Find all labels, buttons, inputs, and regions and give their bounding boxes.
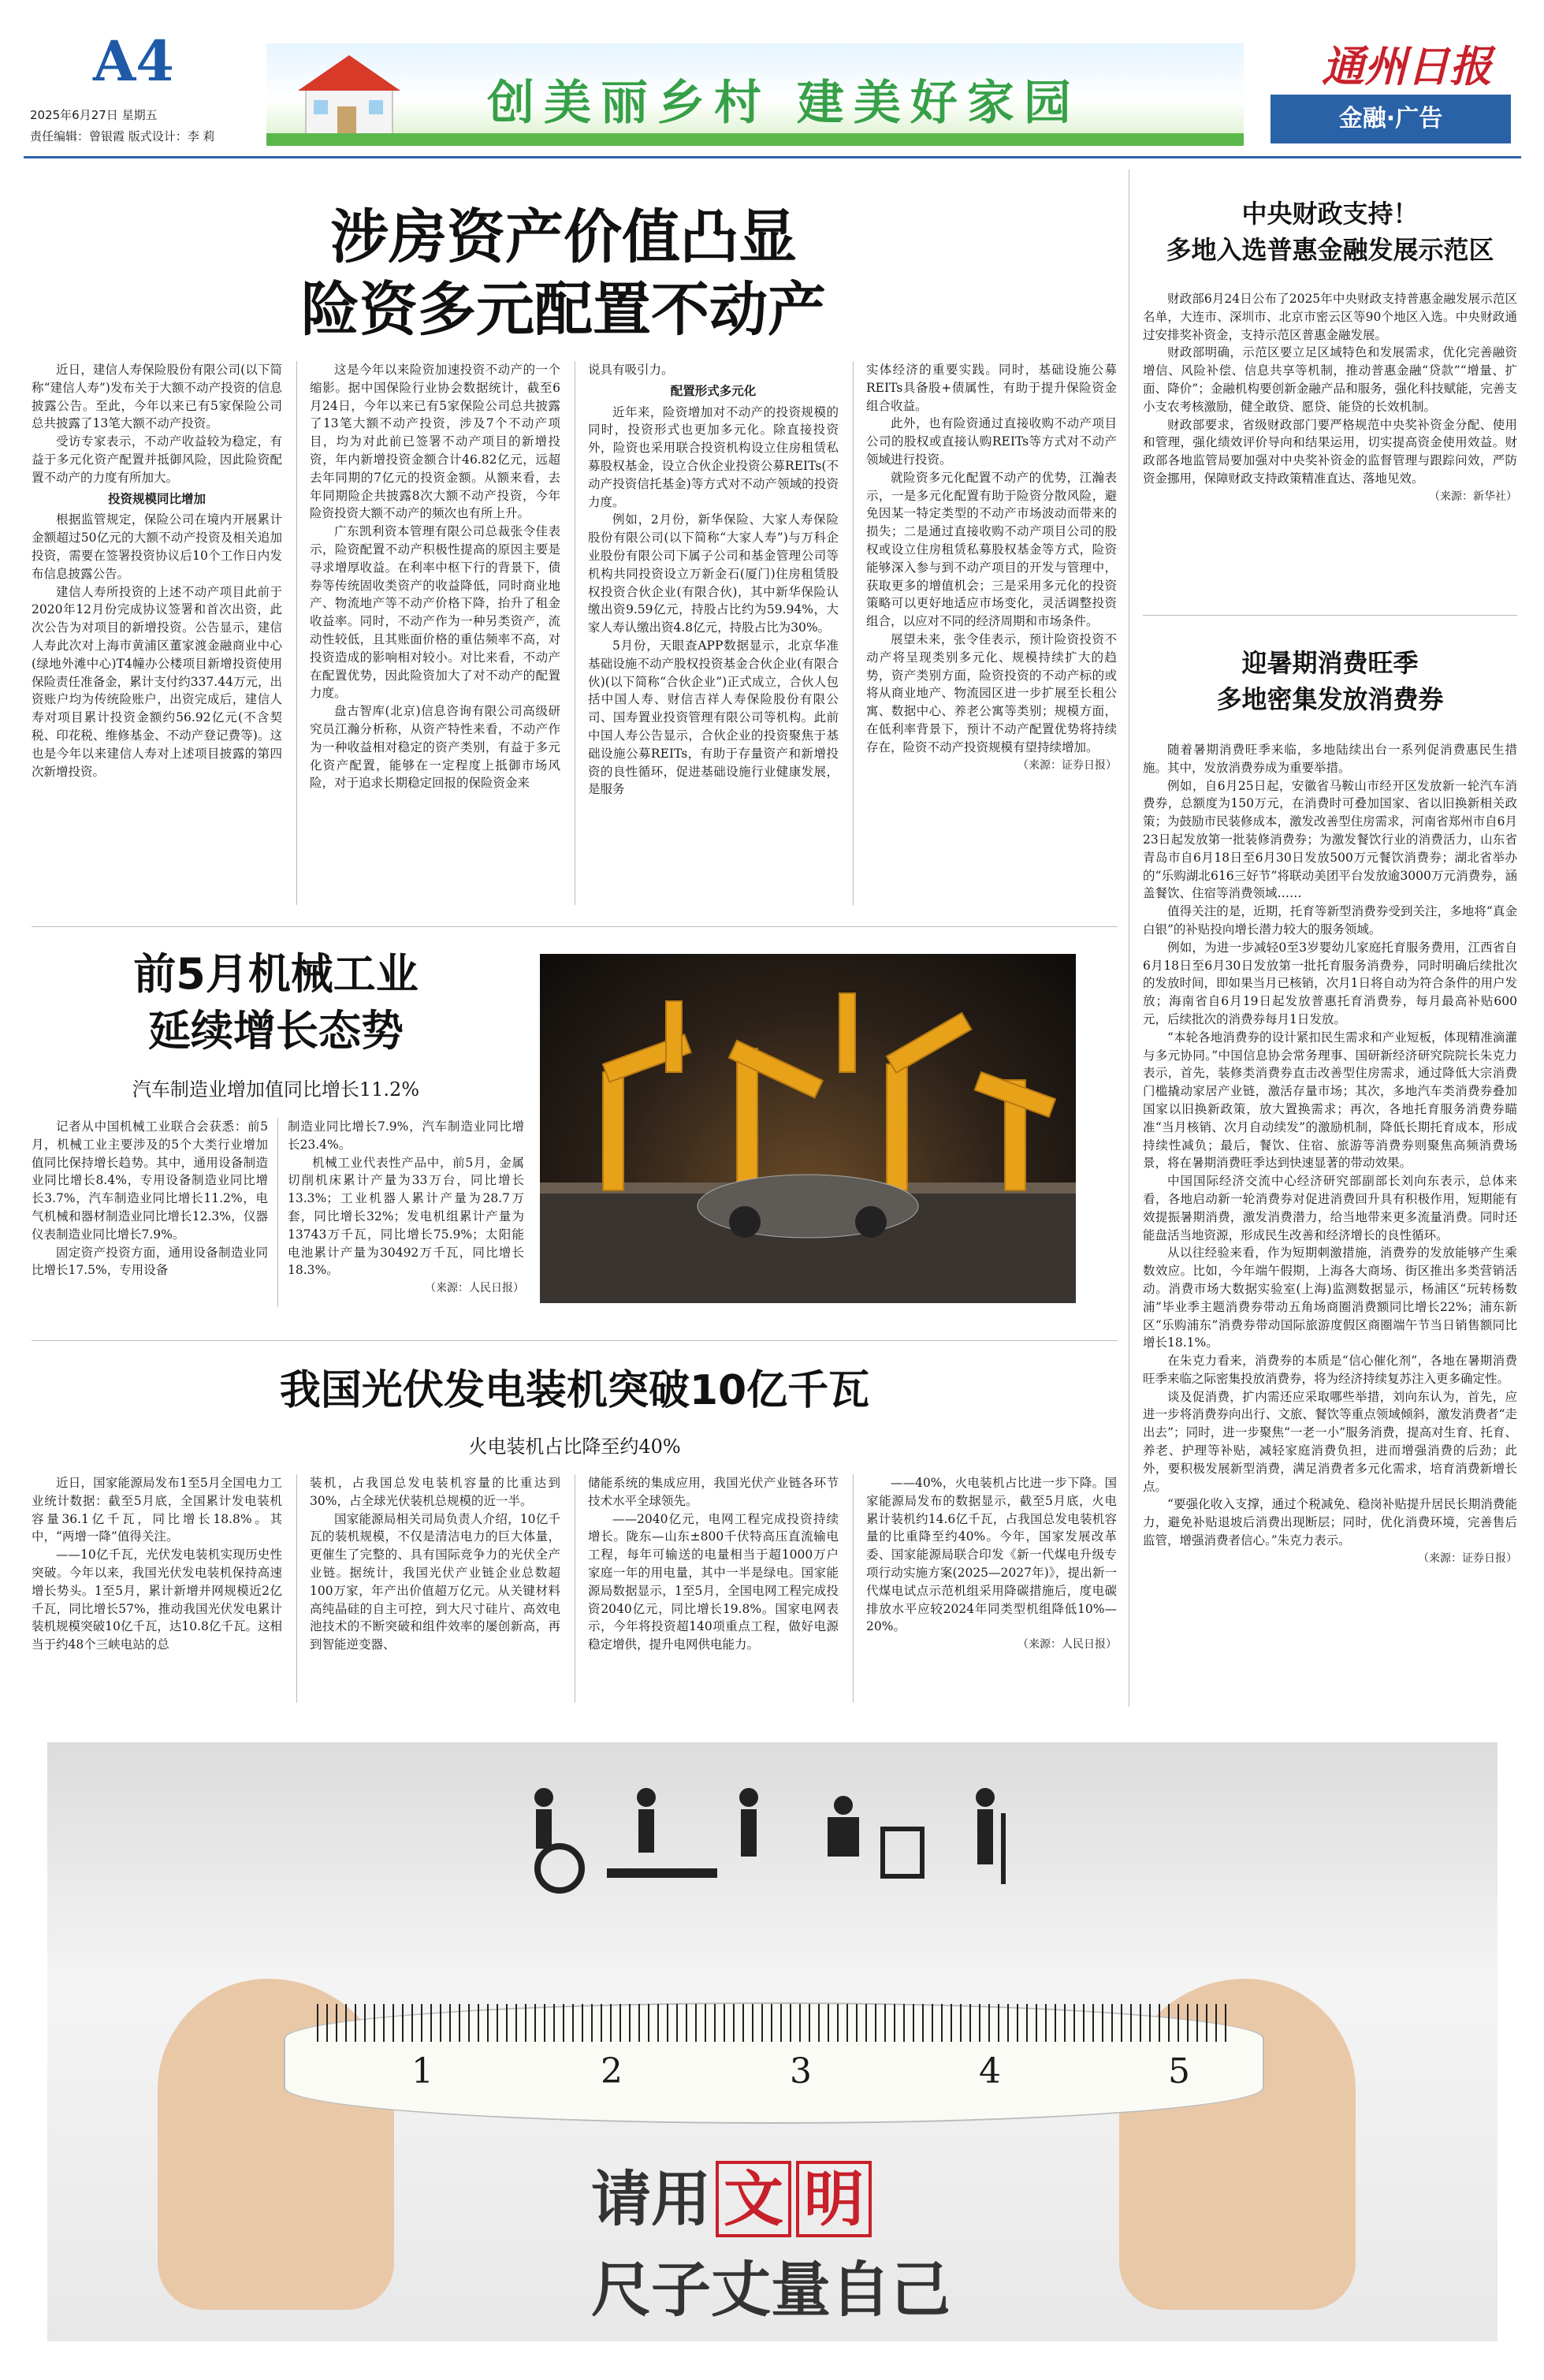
- paragraph: 例如，自6月25日起，安徽省马鞍山市经开区发放新一轮汽车消费券，总额度为150万元，在消费时可叠加国家、省以旧换新相关政策；为鼓励市民装修成本，激发改善型住房需求，河南省郑州市自6月23日起发放第一批装修消费券；为激发餐饮行业的消费活力，山东省青岛市自6月18日至6月30日发放500万元餐饮消费券；湖北省举办的“乐购湖北616三好节”将联动美团平台发放逾3000万元消费券，涵盖餐饮、住宿等消费领域……: [1143, 778, 1517, 901]
- section-heading: 投资规模同比增加: [107, 491, 206, 506]
- banner-slogan: 创美丽乡村 建美好家园: [487, 76, 1081, 131]
- paragraph: ——10亿千瓦，光伏发电装机实现历史性突破。今年以来，我国光伏发电装机保持高速增长势头。1至5月，累计新增并网规模近2亿千瓦，同比增长57%，推动我国光伏发电累计装机规模突破10亿千瓦，达10.8亿千瓦。这相当于约48个三峡电站的总: [32, 1548, 282, 1652]
- sidebar1-title-line1: 中央财政支持！: [1241, 199, 1419, 229]
- paragraph: 在朱克力看来，消费券的本质是“信心催化剂”，各地在暑期消费旺季来临之际密集投放消费券，将为经济持续复苏注入更多确定性。: [1143, 1354, 1517, 1386]
- house-illustration: [290, 51, 408, 142]
- article-source: （来源：证券日报）: [1018, 758, 1117, 772]
- paragraph: 值得关注的是，近期，托育等新型消费券受到关注，多地将“真金白银”的补贴投向增长潜力较大的服务领域。: [1143, 904, 1517, 937]
- paragraph: 财政部6月24日公布了2025年中央财政支持普惠金融发展示范区名单，大连市、深圳市、北京市密云区等90个地区入选。中央财政通过安排奖补资金，支持示范区普惠金融发展。: [1143, 292, 1517, 342]
- article-separator: [32, 926, 1118, 927]
- ruler-number-4: 4: [979, 2051, 1001, 2091]
- robot-arms-illustration: [540, 954, 1076, 1303]
- article3-column-1: [32, 1474, 282, 1654]
- column-divider: [296, 361, 297, 905]
- ad-slogan-line2: 尺子丈量自己: [591, 2255, 951, 2325]
- paragraph: ——2040亿元，电网工程完成投资持续增长。陇东—山东±800千伏特高压直流输电工程，每年可输送的电量相当于超1000万户家庭一年的用电量，其中一半是绿电。国家能源局数据显示，1至5月，全国电网工程完成投资2040亿元，同比增长19.8%。国家电网表示，今年将投资超140项重点工程，做好电源稳定增供，提升电网供电能力。: [588, 1511, 839, 1652]
- paragraph: 实体经济的重要实践。同时，基础设施公募REITs具备股+债属性，有助于提升保险资金组合收益。: [866, 363, 1117, 413]
- ruler-number-3: 3: [790, 2051, 812, 2091]
- sidebar1-title: [1143, 196, 1517, 268]
- ruler-ticks: [317, 2004, 1231, 2042]
- article-source: （来源：人民日报）: [425, 1282, 524, 1295]
- article3-title: 我国光伏发电装机突破10亿千瓦: [279, 1367, 870, 1414]
- article2-subtitle: 汽车制造业增加值同比增长11.2%: [132, 1078, 420, 1101]
- paragraph: 机械工业代表性产品中，前5月，金属切削机床累计产量为33万台，同比增长13.3%；工业机器人累计产量为28.7万套，同比增长32%；发电机组累计产量为13743万千瓦，同比增长75.9%；太阳能电池累计产量为30492万千瓦，同比增长18.3%。: [288, 1155, 524, 1278]
- civility-ad: [47, 1742, 1497, 2341]
- article2-title-line1: 前5月机械工业: [133, 949, 419, 999]
- paragraph: 固定资产投资方面，通用设备制造业同比增长17.5%，专用设备: [32, 1245, 268, 1278]
- paragraph: 建信人寿所投资的上述不动产项目此前于2020年12月份完成协议签署和首次出资，此次公告为对项目的新增投资。公告显示，建信人寿此次对上海市黄浦区董家渡金融商业中心(绿地外滩中心)T4幢办公楼项目新增投资使用保险责任准备金，累计支付约337.44万元，出资账户均为传统险账户，出资完成后，建信人寿对项目累计投资金额约56.92亿元(不含契税、印花税、维修基金、不动产登记费等)。这也是今年以来建信人寿对上述项目披露的第四次新增投资。: [32, 584, 282, 779]
- paragraph: 广东凯利资本管理有限公司总裁张令佳表示，险资配置不动产积极性提高的原因主要是寻求增厚收益。在利率中枢下行的背景下，债券等传统固收类资产的收益降低，同时商业地产、物流地产等不动产价格下降，抬升了租金收益率。同时，不动产作为一种另类资产，流动性较低，且其账面价格的重估频率不高，对投资造成的影响相对较小。对比来看，不动产在配置优势，因此险资加大了对不动产的配置力度。: [310, 524, 560, 701]
- paragraph: 财政部明确，示范区要立足区域特色和发展需求，优化完善融资增信、风险补偿、信息共享等机制，推动普惠金融“贷款”“增量、扩面、降价”；金融机构要创新金融产品和服务，强化科技赋能，完善支小支农考核激励，健全敢贷、愿贷、能贷的长效机制。: [1143, 345, 1517, 414]
- article3-column-2: [310, 1474, 560, 1654]
- robot-factory-photo: [540, 954, 1076, 1303]
- sidebar1-title-line2: 多地入选普惠金融发展示范区: [1166, 235, 1494, 265]
- paragraph: 记者从中国机械工业联合会获悉：前5月，机械工业主要涉及的5个大类行业增加值同比保持增长趋势。其中，通用设备制造业同比增长8.4%，专用设备制造业同比增长3.7%，汽车制造业同比增长11.2%，电气机械和器材制造业同比增长12.3%，仪器仪表制造业同比增长7.9%。: [32, 1119, 268, 1242]
- sidebar2-paras: [1143, 741, 1517, 1550]
- article1-column-4: [866, 361, 1117, 774]
- paragraph: 谈及促消费，扩内需还应采取哪些举措，刘向东认为，首先，应进一步将消费券向出行、文旅、餐饮等重点领域倾斜，激发消费者“走出去”；同时，进一步聚焦“一老一小”服务消费，提高对生育、托育、养老、护理等补贴，减轻家庭消费负担，进而增强消费的后劲；此外，要积极发展新型消费，满足消费者多元化需求，培育消费新增长点。: [1143, 1389, 1517, 1494]
- paragraph: 此外，也有险资通过直接收购不动产项目公司的股权或直接认购REITs等方式对不动产领域进行投资。: [866, 416, 1117, 467]
- article2-title-line2: 延续增长态势: [148, 1006, 404, 1056]
- section-label: 金融·广告: [1271, 95, 1511, 143]
- article1-column-3: [588, 361, 839, 799]
- paragraph: 根据监管规定，保险公司在境内开展累计金额超过50亿元的大额不动产投资及相关追加投资，需要在签署投资协议后10个工作日内发布信息披露公告。: [32, 512, 282, 581]
- masthead-rule: [24, 156, 1521, 158]
- grass-strip: [266, 133, 1244, 146]
- paragraph: 近日，国家能源局发布1至5月全国电力工业统计数据：截至5月底，全国累计发电装机容量36.1亿千瓦，同比增长18.8%。其中，“两增一降”值得关注。: [32, 1476, 282, 1544]
- paper-name: 通州日报: [1322, 41, 1492, 91]
- paragraph: 这是今年以来险资加速投资不动产的一个缩影。据中国保险行业协会数据统计，截至6月24日，今年以来已有5家保险公司总共披露了13笔大额不动产投资，涉及7个不动产项目，均为对此前已签署不动产项目的新增投资，年内新增投资金额合计46.82亿元，远超去年同期的7亿元的投资金额。从额来看，去年同期险企共披露8次大额不动产投资，今年险资投资大额不动产的频次也有所上升。: [310, 363, 560, 521]
- paragraph: 说具有吸引力。: [588, 363, 674, 377]
- article-source: （来源：人民日报）: [1018, 1638, 1117, 1652]
- paragraph: 展望未来，张令佳表示，预计险资投资不动产将呈现类别多元化、规模持续扩大的趋势，资产类别方面，险资投资的不动产标的或将从商业地产、物流园区进一步扩展至长租公寓、数据中心、养老公寓等类别；规模方面，在低利率背景下，预计不动产配置优势将持续存在，险资不动产投资规模有望持续增加。: [866, 631, 1117, 754]
- editors-credit: 责任编辑：曾银霞 版式设计：李 莉: [30, 129, 215, 143]
- paragraph: 中国国际经济交流中心经济研究部副部长刘向东表示，总体来看，各地启动新一轮消费券对促进消费回升具有积极作用，短期能有效提振暑期消费，激发消费潜力，给当地带来更多流量消费。同时还能盘活当地资源，形成民生改善和经济增长的良性循环。: [1143, 1174, 1517, 1242]
- page-number: A4: [93, 28, 175, 94]
- sidebar2-source: （来源：证券日报）: [1418, 1551, 1517, 1565]
- article2-column-2: [288, 1118, 524, 1298]
- paragraph: 盘古智库(北京)信息咨询有限公司高级研究员江瀚分析称，从资产特性来看，不动产作为一种收益相对稳定的资产类别，有益于多元化资产配置，能够在一定程度上抵御市场风险，对于追求长期稳定回报的保险资金来: [310, 704, 560, 791]
- section-heading: 配置形式多元化: [670, 383, 757, 398]
- article1-column-2: [310, 361, 560, 792]
- paragraph: 近日，建信人寿保险股份有限公司(以下简称“建信人寿”)发布关于大额不动产投资的信息披露公告。至此，今年以来已有5家保险公司总共披露了13笔大额不动产投资。: [32, 363, 282, 431]
- tape-measure: [284, 2002, 1264, 2124]
- article2-title: [32, 946, 520, 1060]
- sidebar2-title-line2: 多地密集发放消费券: [1216, 684, 1444, 714]
- article-separator: [32, 1340, 1118, 1341]
- paragraph: 就险资多元化配置不动产的优势，江瀚表示，一是多元化配置有助于险资分散风险，避免因某一特定类型的不动产市场波动而带来的损失；二是通过直接收购不动产项目公司的股权或设立住房租赁私募股权基金等方式，险资能够深入参与到不动产项目的开发与管理中，获取更多的增值机会；三是采用多元化的投资策略可以更好地适应市场变化，灵活调整投资组合，以应对不同的经济周期和市场条件。: [866, 470, 1117, 629]
- ad-slogan-ming: 明: [796, 2161, 872, 2237]
- paragraph: ——40%，火电装机占比进一步下降。国家能源局发布的数据显示，截至5月底，火电累计装机约14.6亿千瓦，占我国总发电装机容量的比重降至约40%。今年，国家发展改革委、国家能源局联合印发《新一代煤电升级专项行动实施方案(2025—2027年)》，提出新一代煤电试点示范机组采用降碳措施后，度电碳排放水平应较2024年同类型机组降低10%—20%。: [866, 1476, 1117, 1634]
- column-divider: [277, 1118, 278, 1307]
- civility-pictograms: [512, 1782, 1032, 1900]
- paragraph: 储能系统的集成应用，我国光伏产业链各环节技术水平全球领先。: [588, 1476, 839, 1508]
- article3-subtitle: 火电装机占比降至约40%: [468, 1436, 681, 1458]
- article2-column-1: [32, 1118, 268, 1279]
- ruler-number-5: 5: [1168, 2051, 1190, 2091]
- sidebar2-title: [1143, 645, 1517, 717]
- paragraph: “本轮各地消费券的设计紧扣民生需求和产业短板，体现精准滴灌与多元协同。”中国信息协会常务理事、国研新经济研究院院长朱克力表示，首先，装修类消费券直击改善型住房需求，通过降低大宗消费门槛撬动家居产业链，激活存量市场；其次，多地汽车类消费券叠加国家以旧换新政策，放大置换需求；再次，各地托育服务消费券瞄准“当月核销、次月自动续发”的激励机制，降低长期托育成本，形成持续性减负；最后，餐饮、住宿、旅游等消费券则聚焦高频消费场景，将在暑期消费旺季达到快速显著的带动效果。: [1143, 1030, 1517, 1171]
- paragraph: 装机，占我国总发电装机容量的比重达到30%，占全球光伏装机总规模的近一半。: [310, 1476, 560, 1508]
- paragraph: 近年来，险资增加对不动产的投资规模的同时，投资形式也更加多元化。除直接投资外，险资也采用联合投资机构设立住房租赁私募股权基金，设立合伙企业投资公募REITs(不动产投资信托基金)等方式对不动产领域的投资力度。: [588, 404, 839, 509]
- paragraph: “要强化收入支撑，通过个税减免、稳岗补贴提升居民长期消费能力，避免补贴退坡后消费出现断层；同时，优化消费环境，完善售后监管，增强消费者信心。”朱克力表示。: [1143, 1497, 1517, 1548]
- ad-slogan-wen: 文: [716, 2161, 791, 2237]
- sidebar2-body: [1143, 741, 1517, 1568]
- paragraph: 国家能源局相关司局负责人介绍，10亿千瓦的装机规模，不仅是清洁电力的巨大体量，更催生了完整的、具有国际竞争力的光伏全产业链。据统计，我国光伏产业链企业总数超100万家，年产出价值超万亿元。从关键材料高纯晶硅的自主可控，到大尺寸硅片、高效电池技术的不断突破和组件效率的屡创新高，再到智能逆变器、: [310, 1511, 560, 1652]
- paragraph: 例如，2月份，新华保险、大家人寿保险股份有限公司(以下简称“大家人寿”)与万科企业股份有限公司下属子公司和基金管理公司等机构共同投资设立万新金石(厦门)住房租赁股权投资合伙企业(有限合伙)，其中新华保险认缴出资9.59亿元，持股占比约为59.94%，大家人寿认缴出资4.8亿元，持股占比为30%。: [588, 512, 839, 635]
- column-divider: [853, 1474, 854, 1703]
- banner-ad: [266, 43, 1244, 146]
- issue-date: 2025年6月27日 星期五: [30, 108, 158, 122]
- column-divider: [853, 361, 854, 905]
- ad-slogan-line1: [591, 2164, 872, 2235]
- article1-column-1: [32, 361, 282, 780]
- article1-title: [32, 201, 1096, 346]
- ruler-number-1: 1: [411, 2051, 433, 2091]
- paragraph: 5月份，天眼查APP数据显示，北京华准基础设施不动产股权投资基金合伙企业(有限合伙)(以下简称“合伙企业”)正式成立，合伙人包括中国人寿、财信吉祥人寿保险股份有限公司、国寿置业投资管理有限公司等机构。此前中国人寿公告显示，合伙企业的投资聚焦于基础设施公募REITs，有助于存量资产和新增投资的良性循环，促进基础设施行业健康发展，是服务: [588, 638, 839, 797]
- column-divider: [296, 1474, 297, 1703]
- sidebar1-paras: [1143, 290, 1517, 488]
- sidebar1-body: [1143, 290, 1517, 506]
- paragraph: 从以往经验来看，作为短期刺激措施，消费券的发放能够产生乘数效应。比如，今年端午假期，上海各大商场、街区推出多类营销活动。消费市场大数据实验室(上海)监测数据显示，杨浦区“玩转杨数浦”毕业季主题消费券带动五角场商圈消费额同比增长22%；浦东新区“乐购浦东”消费券带动国际旅游度假区商圈端午节当日销售额同比增长18.1%。: [1143, 1246, 1517, 1350]
- article3-column-4: [866, 1474, 1117, 1654]
- paragraph: 随着暑期消费旺季来临，多地陆续出台一系列促消费惠民生措施。其中，发放消费券成为重要举措。: [1143, 743, 1517, 775]
- sidebar2-title-line1: 迎暑期消费旺季: [1241, 648, 1419, 678]
- paragraph: 例如，为进一步减轻0至3岁婴幼儿家庭托育服务费用，江西省自6月18日至6月30日发放第一批托育服务消费券，同时明确后续批次的发放时间，即如果当月已核销，次月1日将自动为符合条件的用户发放；海南省自6月19日起发放普惠托育消费券，每月最高补贴600元，后续批次的消费券每月1日发放。: [1143, 940, 1517, 1026]
- article1-title-line2: 险资多元配置不动产: [301, 276, 826, 344]
- paragraph: 财政部要求，省级财政部门要严格规范中央奖补资金分配、使用和管理，强化绩效评价导向和结果运用，切实提高资金使用效益。财政部各地监管局要加强对中央奖补资金的监督管理与跟踪问效，严防资金挪用，保障财政支持政策精准直达、落地见效。: [1143, 417, 1517, 486]
- ruler-number-2: 2: [601, 2051, 623, 2091]
- ad-slogan-part-a: 请用: [591, 2164, 711, 2234]
- paragraph: 受访专家表示，不动产收益较为稳定，有益于多元化资产配置并抵御风险，因此险资配置不动产的力度有所加大。: [32, 434, 282, 485]
- article3-column-3: [588, 1474, 839, 1654]
- paragraph: 制造业同比增长7.9%，汽车制造业同比增长23.4%。: [288, 1119, 524, 1152]
- sidebar1-source: （来源：新华社）: [1429, 490, 1517, 503]
- article1-title-line1: 涉房资产价值凸显: [330, 203, 797, 271]
- sidebar-separator: [1143, 615, 1517, 616]
